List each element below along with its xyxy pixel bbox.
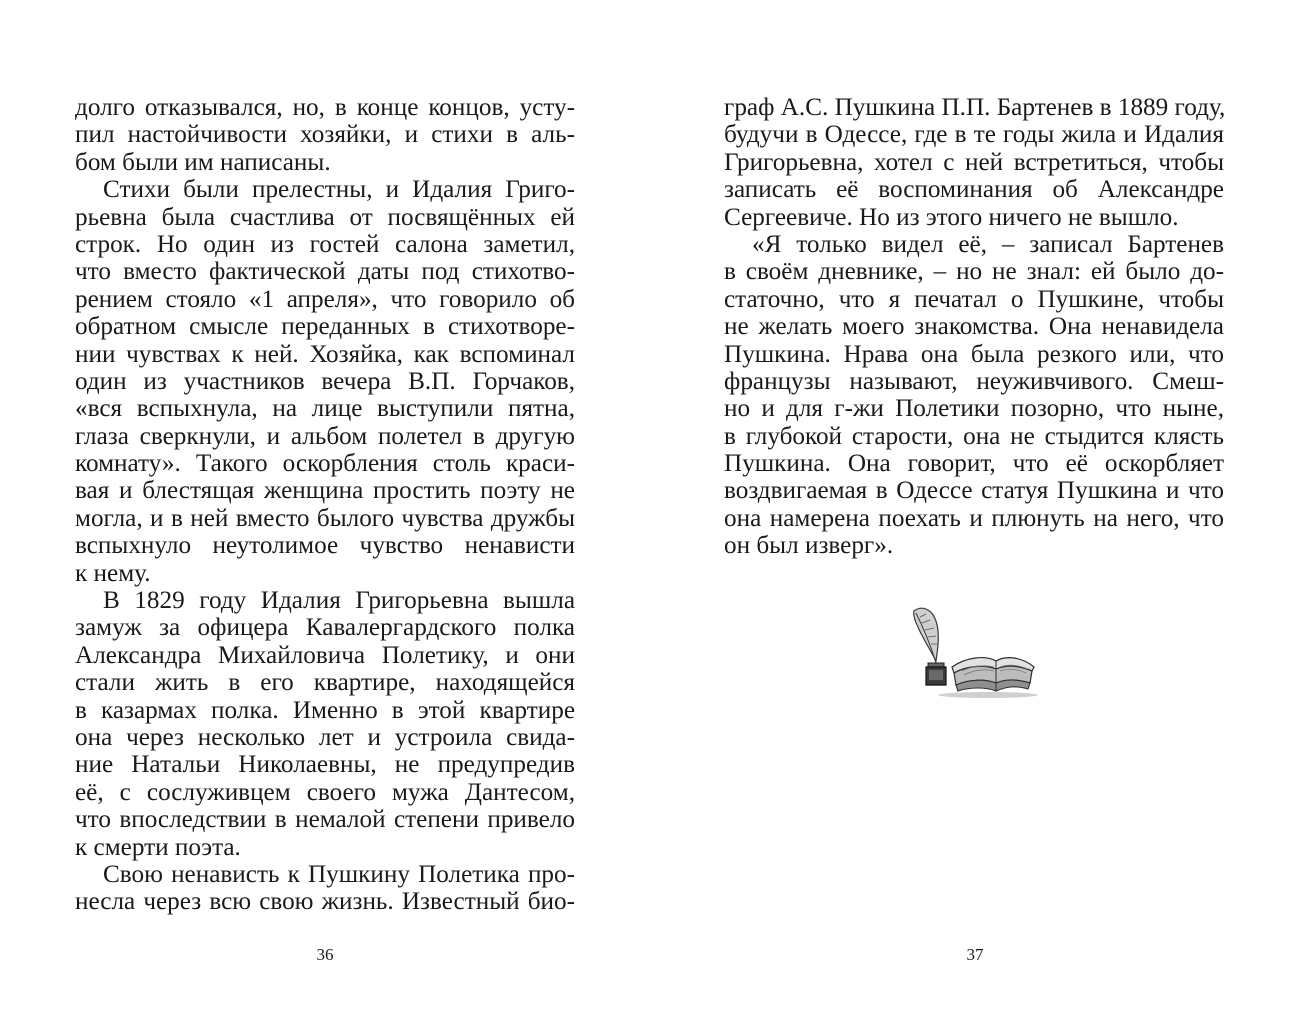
text-line: но и для г-жи Полетики позорно, что ныне, [724,395,1224,423]
text-line: пил настойчивости хозяйки, и стихи в аль- [75,121,575,149]
text-line: будучи в Одессе, где в те годы жила и Идалия [724,121,1224,149]
text-line: Григорьевна, хотел с ней встретиться, чтобы [724,148,1224,176]
text-line: к смерти поэта. [75,833,241,861]
text-line: комнату». Такого оскорбления столь краси- [75,450,575,478]
text-line: она намерена поехать и плюнуть на него, что [724,504,1224,532]
text-line: ние Натальи Николаевны, не предупредив [75,751,575,779]
text-line: что впоследствии в немалой степени привело [75,806,575,834]
text-line: Пушкина. Нрава она была резкого или, что [724,340,1224,368]
text-line: что вместо фактической даты под стихотво- [75,258,575,286]
text-line: бом были им написаны. [75,148,331,176]
text-line: он был изверг». [724,532,894,560]
text-line: в казармах полка. Именно в этой квартире [75,696,575,724]
text-line: вая и блестящая женщина простить поэту не [75,477,575,505]
text-line: строк. Но один из гостей салона заметил, [75,230,575,258]
text-line: нии чувствах к ней. Хозяйка, как вспоминал [75,340,575,368]
text-line: стали жить в его квартире, находящейся [75,669,575,697]
text-line: рьевна была счастлива от посвящённых ей [75,203,575,231]
text-line: записать её воспоминания об Александре [724,176,1224,204]
text-line: граф А.С. Пушкина П.П. Бартенев в 1889 году, [724,94,1226,121]
text-line: рением стояло «1 апреля», что говорило об [75,285,575,313]
page-number: 37 [966,945,984,964]
text-line: несла через всю свою жизнь. Известный био- [75,888,575,916]
quill-inkwell-book-icon [908,603,1038,708]
text-line: замуж за офицера Кавалергардского полка [75,614,575,642]
text-line: вспыхнуло неутолимое чувство ненависти [75,532,575,560]
text-line: один из участников вечера В.П. Горчаков, [75,367,575,395]
right-page-body [724,94,1224,560]
text-line: её, с сослуживцем своего мужа Дантесом, [75,778,575,806]
text-line: «Я только видел её, – записал Бартенев [752,230,1224,258]
page-number: 36 [316,945,334,964]
text-line: в глубокой старости, она не стыдится клясть [724,422,1224,450]
text-line: не желать моего знакомства. Она ненавидела [724,313,1224,341]
text-line: Стихи были прелестны, и Идалия Григо- [103,176,575,204]
text-line: «вся вспыхнула, на лице выступили пятна, [75,395,575,423]
right-page [650,0,1300,1033]
text-line: Пушкина. Она говорит, что её оскорбляет [724,450,1224,478]
text-line: к нему. [75,559,151,587]
text-line: французы называют, неуживчивого. Смеш- [724,367,1224,395]
text-line: Александра Михайловича Полетику, и они [75,641,575,669]
text-line: В 1829 году Идалия Григорьевна вышла [103,587,575,615]
text-line: воздвигаемая в Одессе статуя Пушкина и что [724,477,1224,505]
text-line: долго отказывался, но, в конце концов, усту- [75,94,575,121]
text-line: статочно, что я печатал о Пушкине, чтобы [724,285,1224,313]
text-line: она через несколько лет и устроила свида- [75,723,575,751]
left-page-body [75,94,575,916]
text-line: могла, и в ней вместо былого чувства дружбы [75,504,575,532]
text-line: обратном смысле переданных в стихотворе- [75,313,575,341]
text-line: Свою ненависть к Пушкину Полетика про- [103,860,575,888]
text-line: в своём дневнике, – но не знал: ей было до- [724,258,1224,286]
text-line: Сергеевиче. Но из этого ничего не вышло. [724,203,1179,231]
text-line: глаза сверкнули, и альбом полетел в другую [75,422,575,450]
